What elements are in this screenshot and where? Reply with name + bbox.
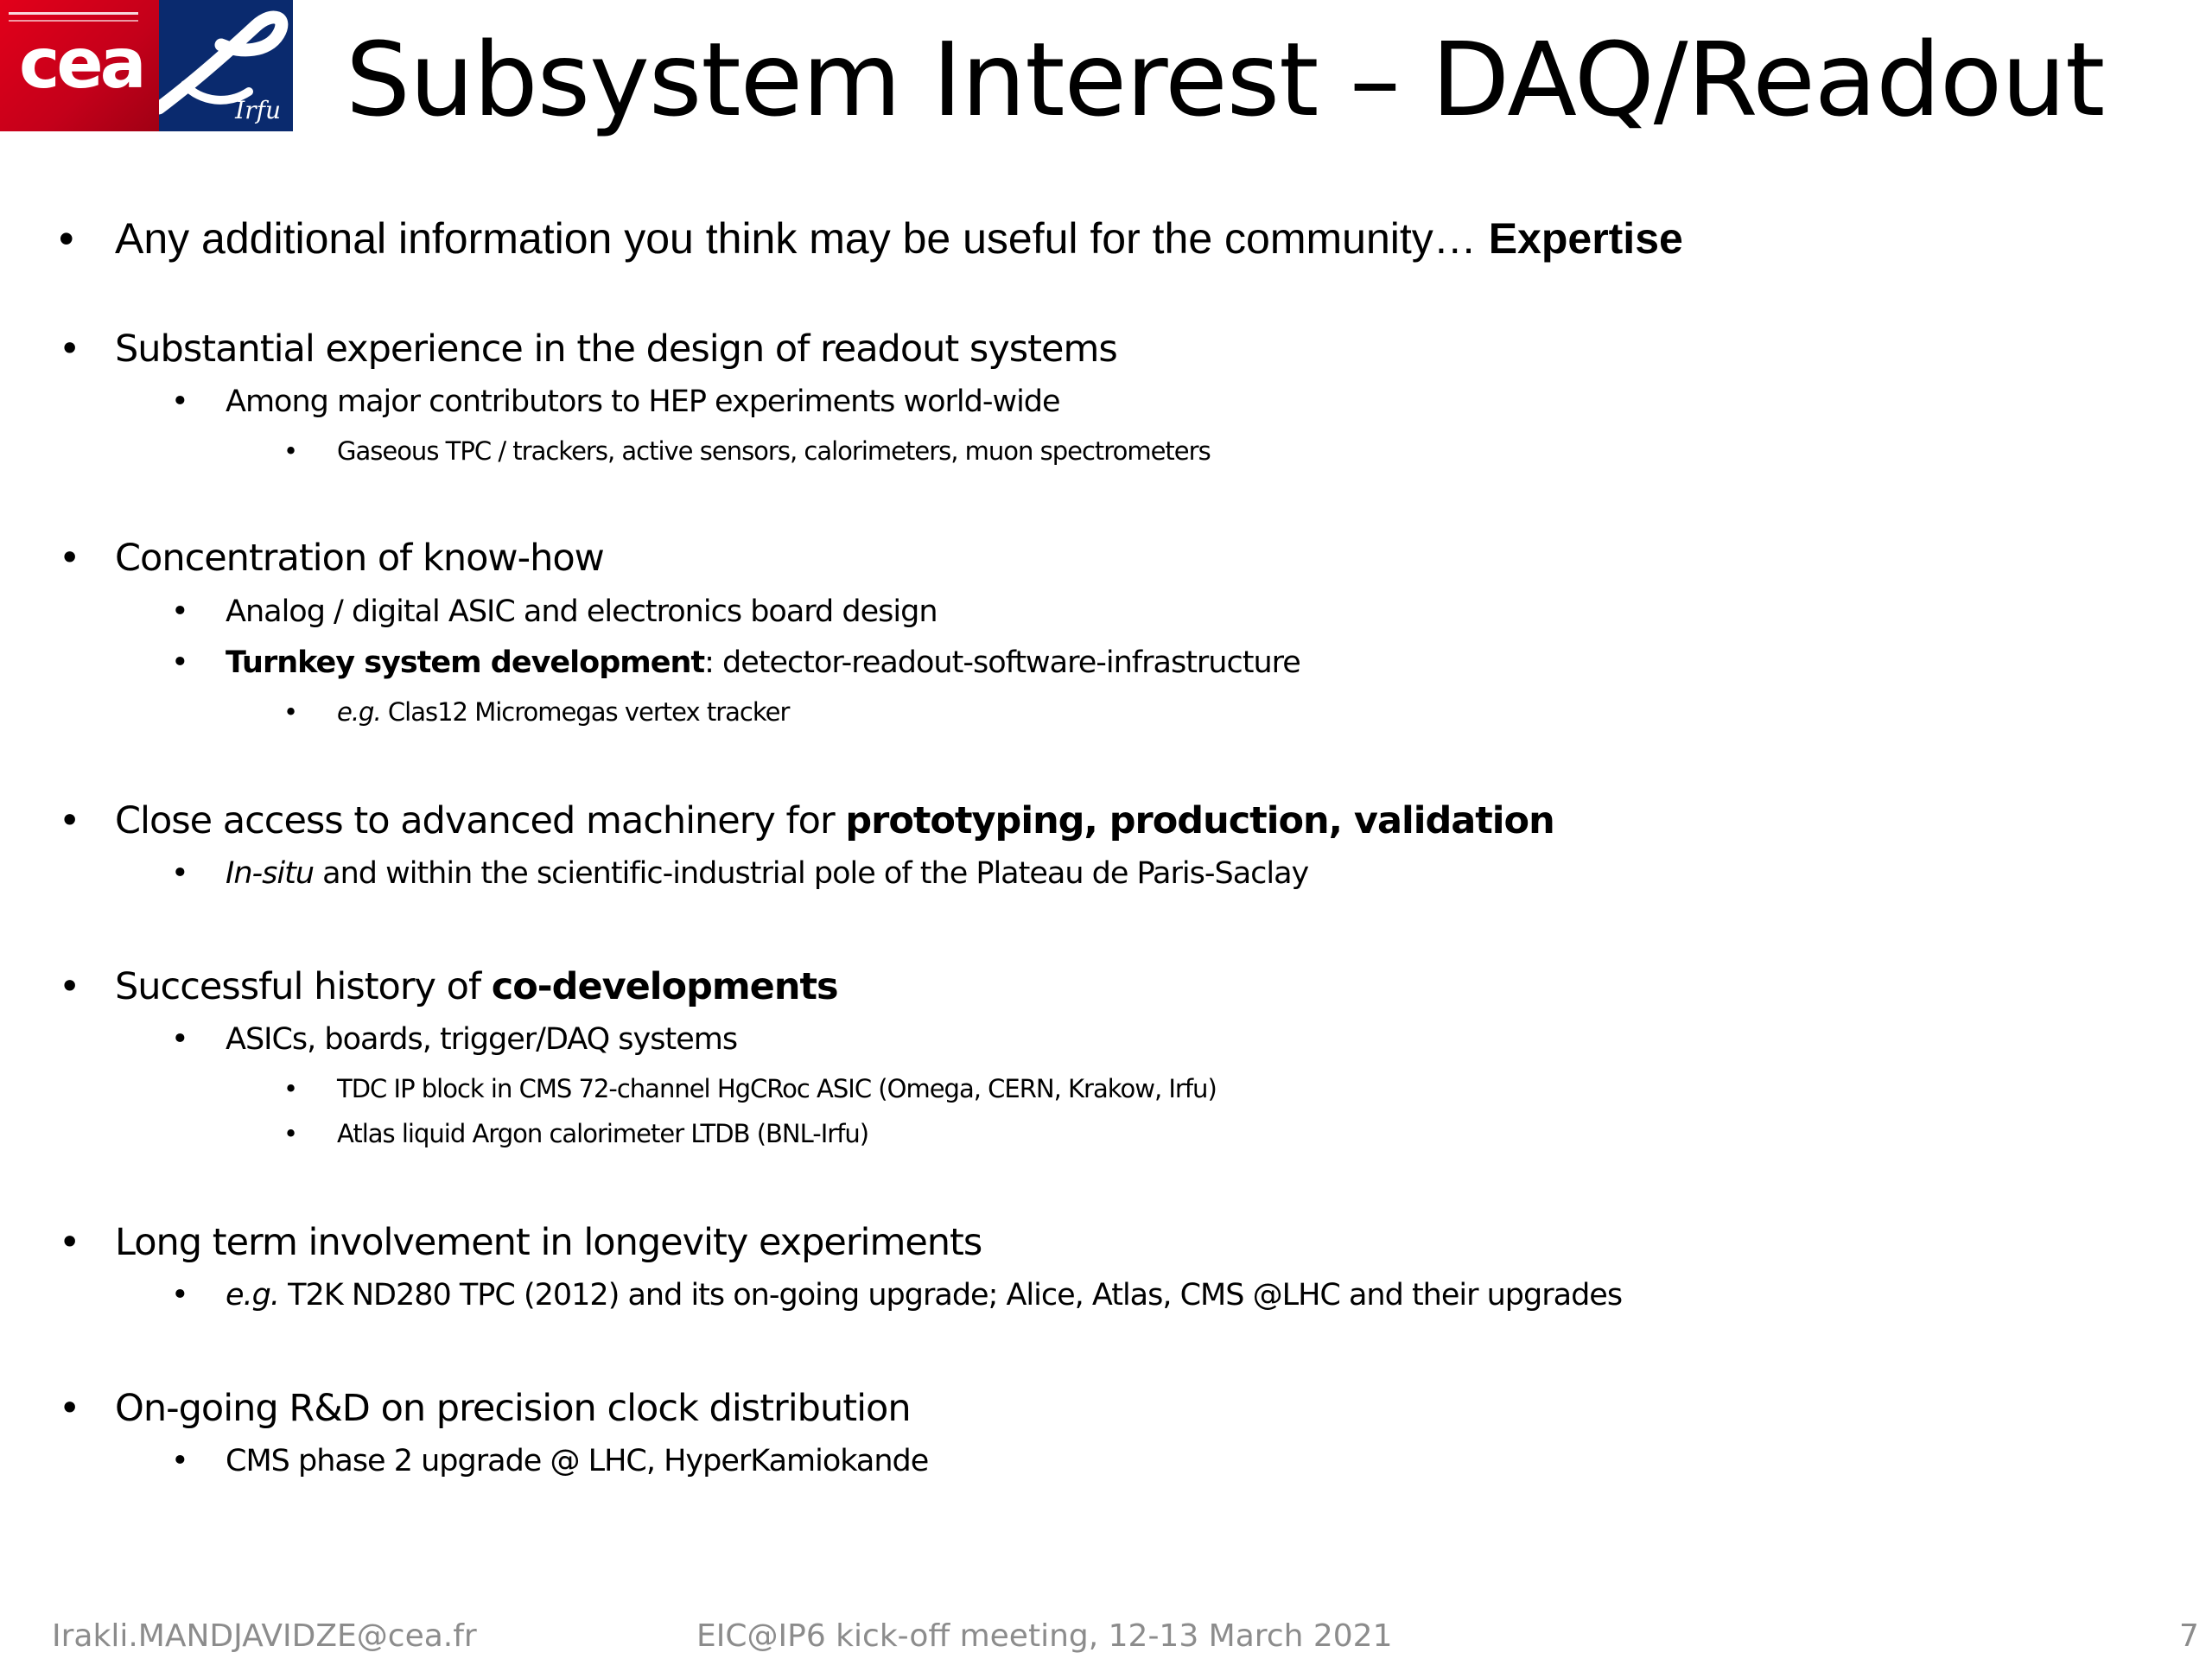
sub-sub-bullet-detector-types xyxy=(337,434,1211,468)
sub-bullet-cms-phase2 xyxy=(226,1441,928,1481)
sub-bullet-t2k xyxy=(226,1275,1622,1315)
footer-email: Irakli.MANDJAVIDZE@cea.fr xyxy=(52,1618,477,1654)
irfu-logo-signature: Irfu xyxy=(235,96,281,124)
cea-logo-wordmark: cea xyxy=(19,23,143,104)
bullet-text: TDC IP block in CMS 72-channel HgCRoc ASIC (Omega, CERN, Krakow, Irfu) xyxy=(337,1074,1217,1103)
bullet-italic: e.g. xyxy=(226,1278,280,1313)
cea-logo xyxy=(0,0,159,131)
irfu-logo xyxy=(159,0,293,131)
cea-logo-stripe xyxy=(9,12,138,22)
bullet-text: and within the scientific-industrial pole of the Plateau de Paris-Saclay xyxy=(314,856,1309,891)
bullet-co-developments xyxy=(115,963,838,1011)
bullet-intro xyxy=(115,214,1683,263)
page-number: 7 xyxy=(2179,1618,2199,1654)
bullet-text: T2K ND280 TPC (2012) and its on-going upgrade; Alice, Atlas, CMS @LHC and their upgrades xyxy=(279,1278,1623,1313)
bullet-text: : detector-readout-software-infrastructure xyxy=(704,645,1300,680)
bullet-text: ASICs, boards, trigger/DAQ systems xyxy=(226,1022,738,1057)
bullet-text: Substantial experience in the design of readout systems xyxy=(115,327,1117,371)
bullet-emphasis: prototyping, production, validation xyxy=(845,799,1554,842)
bullet-text: Concentration of know-how xyxy=(115,537,604,580)
sub-bullet-paris-saclay xyxy=(226,854,1308,893)
sub-bullet-asic-design xyxy=(226,592,938,632)
slide-title: Subsystem Interest – DAQ/Readout xyxy=(346,20,2105,139)
bullet-emphasis: co-developments xyxy=(491,965,838,1008)
bullet-readout-experience xyxy=(115,325,1117,373)
sub-bullet-asics-boards xyxy=(226,1020,737,1059)
sub-sub-bullet-ltdb xyxy=(337,1116,868,1151)
sub-sub-bullet-clas12 xyxy=(337,695,789,729)
bullet-text: On-going R&D on precision clock distribution xyxy=(115,1387,911,1430)
bullet-machinery xyxy=(115,797,1554,845)
bullet-text: Atlas liquid Argon calorimeter LTDB (BNL-Irfu) xyxy=(337,1119,869,1148)
footer-event: EIC@IP6 kick-off meeting, 12-13 March 2021 xyxy=(696,1618,1393,1654)
bullet-text: Clas12 Micromegas vertex tracker xyxy=(380,697,790,727)
bullet-text: Close access to advanced machinery for xyxy=(115,799,846,842)
bullet-know-how xyxy=(115,534,604,582)
bullet-clock-distribution xyxy=(115,1384,911,1433)
bullet-text: Among major contributors to HEP experiments world-wide xyxy=(226,385,1060,419)
bullet-text: Gaseous TPC / trackers, active sensors, calorimeters, muon spectrometers xyxy=(337,436,1211,466)
sub-sub-bullet-hgcroc xyxy=(337,1071,1217,1106)
intro-text: Any additional information you think may be useful for the community… xyxy=(115,214,1489,263)
bullet-text: Successful history of xyxy=(115,965,492,1008)
bullet-italic: e.g. xyxy=(337,697,381,727)
bullet-text: Analog / digital ASIC and electronics board design xyxy=(226,594,938,629)
bullet-text: Long term involvement in longevity experiments xyxy=(115,1221,982,1264)
sub-bullet-hep-contributors xyxy=(226,382,1060,422)
bullet-italic: In-situ xyxy=(226,856,314,891)
intro-emphasis: Expertise xyxy=(1488,214,1683,263)
bullet-longevity xyxy=(115,1218,982,1267)
bullet-emphasis: Turnkey system development xyxy=(226,645,705,680)
sub-bullet-turnkey xyxy=(226,643,1300,683)
bullet-text: CMS phase 2 upgrade @ LHC, HyperKamiokande xyxy=(226,1444,929,1478)
